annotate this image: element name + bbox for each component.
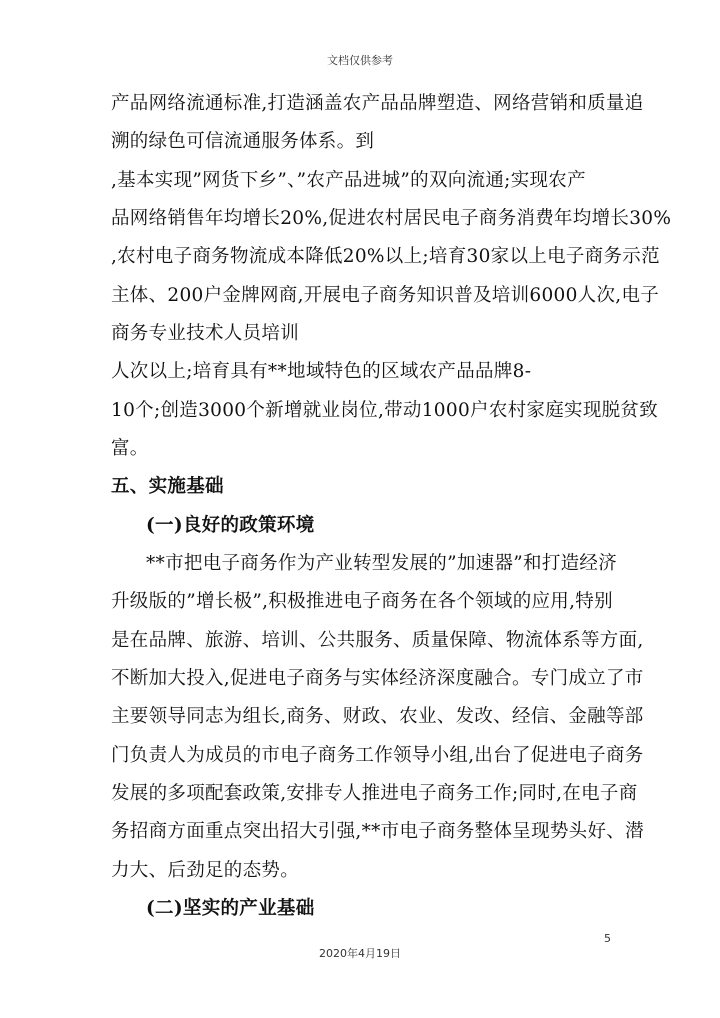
text-line: 主要领导同志为组长,商务、财政、农业、发改、经信、金融等部 <box>111 706 644 727</box>
subsection-heading: (一)良好的政策环境 <box>146 515 315 536</box>
subsection-heading: (二)坚实的产业基础 <box>146 898 315 919</box>
text-line: ,农村电子商务物流成本降低20%以上;培育30家以上电子商务示范 <box>111 246 660 267</box>
text-line: 不断加大投入,促进电子商务与实体经济深度融合。专门成立了市 <box>111 668 644 689</box>
text-line: 升级版的”增长极”,积极推进电子商务在各个领域的应用,特别 <box>111 591 613 612</box>
page-header: 文档仅供参考 <box>327 54 393 67</box>
text-line: 务招商方面重点突出招大引强,**市电子商务整体呈现势头好、潜 <box>111 821 644 842</box>
text-line: 溯的绿色可信流通服务体系。到 <box>111 131 375 152</box>
text-line: 品网络销售年均增长20%,促进农村居民电子商务消费年均增长30% <box>111 208 672 229</box>
text-line: 人次以上;培育具有**地域特色的区域农产品品牌8- <box>111 361 532 382</box>
text-line: 富。 <box>111 438 149 459</box>
text-line: 力大、后劲足的态势。 <box>111 860 300 881</box>
section-heading: 五、实施基础 <box>111 476 224 497</box>
text-line: 主体、200户金牌网商,开展电子商务知识普及培训6000人次,电子 <box>111 285 660 306</box>
text-line: 是在品牌、旅游、培训、公共服务、质量保障、物流体系等方面, <box>111 630 644 651</box>
page-number: 5 <box>604 932 611 945</box>
text-line: 产品网络流通标准,打造涵盖农产品品牌塑造、网络营销和质量追 <box>111 93 644 114</box>
paragraph-first-line: **市把电子商务作为产业转型发展的”加速器”和打造经济 <box>146 553 618 574</box>
text-line: 门负责人为成员的市电子商务工作领导小组,出台了促进电子商务 <box>111 745 644 766</box>
text-line: 发展的多项配套政策,安排专人推进电子商务工作;同时,在电子商 <box>111 783 638 804</box>
text-line: ,基本实现”网货下乡”、”农产品进城”的双向流通;实现农产 <box>111 170 586 191</box>
footer-date: 2020年4月19日 <box>319 947 401 960</box>
text-line: 10个;创造3000个新增就业岗位,带动1000户农村家庭实现脱贫致 <box>111 400 659 421</box>
text-line: 商务专业技术人员培训 <box>111 323 300 344</box>
